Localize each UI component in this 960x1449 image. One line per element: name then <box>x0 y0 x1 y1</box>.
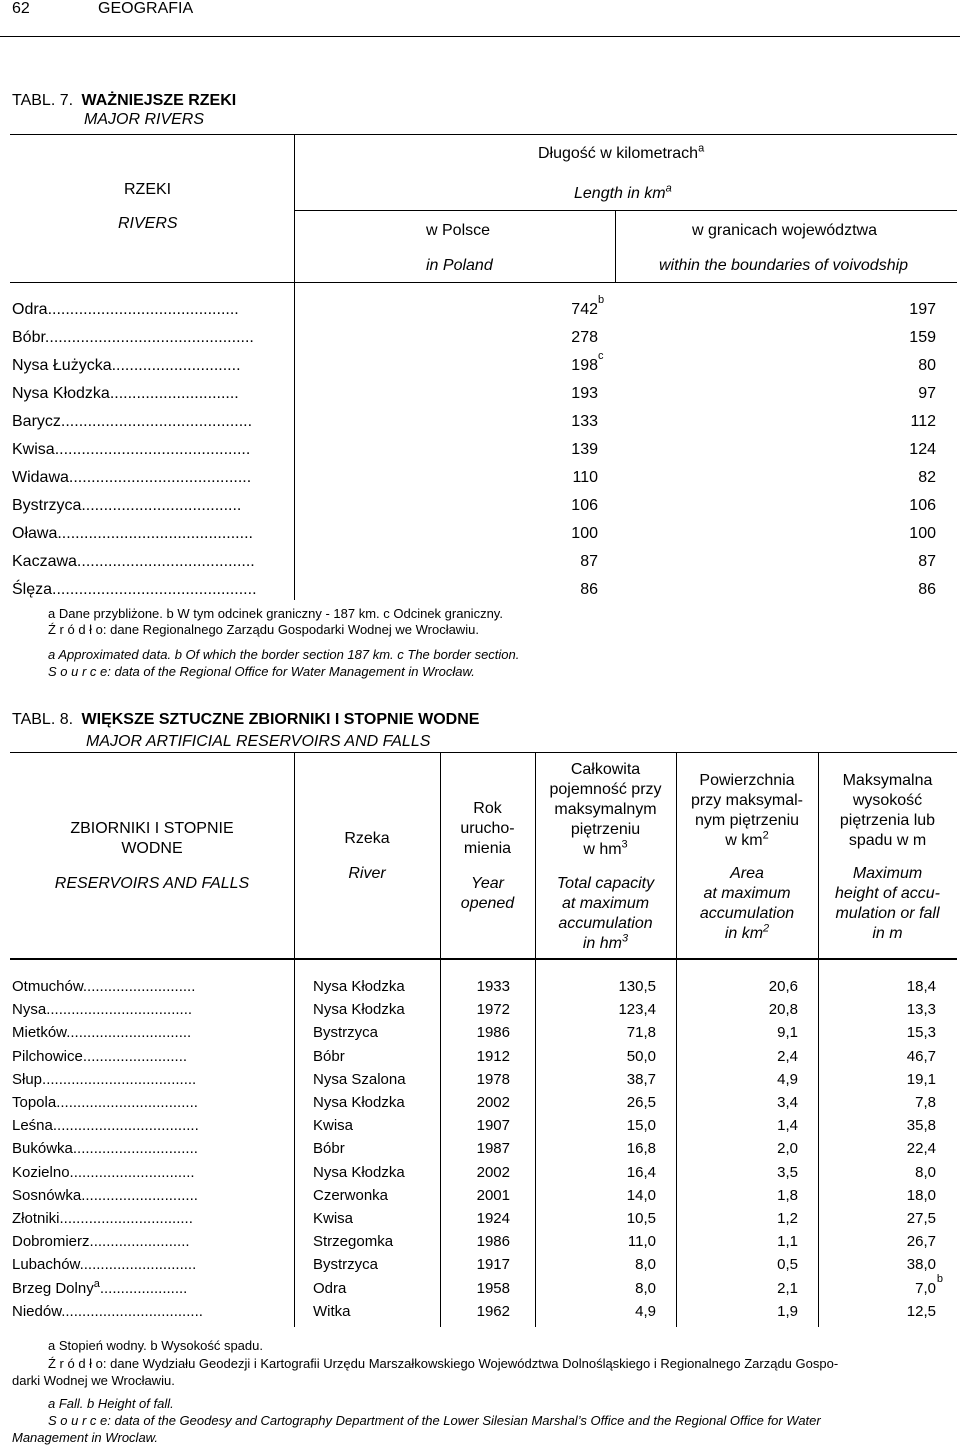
t8-row-area: 2,4 <box>777 1047 798 1065</box>
t7-row-poland: 139 <box>571 441 598 458</box>
length-header-en: Length in $km^a$ <box>574 182 672 202</box>
t8-col3-pl-1: Rok <box>473 800 502 817</box>
t8-col4-pl-3: maksymalnym <box>554 801 657 818</box>
t8-row-year: 1986 <box>476 1024 510 1042</box>
t7-row-name: Odra........................................... <box>12 301 239 318</box>
t8-col4-en-4: in $hm^3$ <box>582 932 629 952</box>
t8-col1-en: RESERVOIRS AND FALLS <box>54 875 250 892</box>
t7-row-poland: 100 <box>571 525 598 542</box>
t8-row-area: 2,1 <box>777 1279 798 1297</box>
table-8-source-pl-2: darki Wodnej we Wrocławiu. <box>12 1373 175 1388</box>
t8-row-capacity: 10,5 <box>626 1210 656 1227</box>
t8-col6-pl-4: spadu w m <box>848 832 927 849</box>
t7-row-poland: 278 <box>571 329 598 346</box>
table-7-note-en: a Approximated data. b Of which the border section 187 km. c The border section. <box>48 647 520 662</box>
t8-row-river: Strzegomka <box>313 1233 394 1251</box>
t7-row-name: Barycz........................................... <box>12 413 253 430</box>
t8-row-river: Nysa Kłodzka <box>313 1094 405 1111</box>
t8-row-name: Niedów.................................. <box>12 1302 203 1320</box>
t7-row-poland: 193 <box>571 385 598 402</box>
table-8-header-bottom-rule <box>10 958 957 960</box>
col-voiv-pl: w granicach województwa <box>692 222 877 239</box>
col-rivers-en: RIVERS <box>118 215 178 232</box>
t7-row-name: Widawa......................................... <box>12 469 252 486</box>
t8-col6-pl-2: wysokość <box>852 792 923 809</box>
t8-row-year: 1978 <box>476 1070 510 1088</box>
t8-row-capacity: 50,0 <box>626 1047 656 1065</box>
table-7-body-vrule <box>294 282 295 600</box>
t7-row-poland: 87 <box>580 553 598 570</box>
t8-col2-en: River <box>348 865 386 882</box>
t8-col4-en-1: Total capacity <box>556 875 655 892</box>
t8-row-area: 2,0 <box>777 1140 798 1158</box>
t8-row-name: Topola.................................. <box>12 1094 198 1111</box>
t8-row-height: 35,8 <box>906 1117 936 1135</box>
t8-row-height: 26,7 <box>906 1233 936 1251</box>
t8-col5-pl-1: Powierzchnia <box>699 772 795 789</box>
t8-col3-en-1: Year <box>471 875 504 892</box>
t7-row-name: Bystrzyca.................................... <box>12 497 242 514</box>
page-header <box>0 0 960 36</box>
t7-row-poland: 106 <box>571 497 598 514</box>
t8-row-year: 1917 <box>476 1256 510 1274</box>
table-7-note-pl: a Dane przybliżone. b W tym odcinek graniczny - 187 km. c Odcinek graniczny. <box>48 606 503 621</box>
t8-col1-pl-2: WODNE <box>121 840 183 857</box>
t8-col5-pl-4: w $km^2$ <box>725 829 769 849</box>
t8-row-height: 27,5 <box>906 1210 936 1227</box>
t8-row-name: Mietków.............................. <box>12 1024 192 1042</box>
table-7-source-en: S o u r c e: data of the Regional Office for Water Management in Wrocław. <box>48 664 475 679</box>
t8-row-river: Nysa Kłodzka <box>313 1163 405 1181</box>
length-header-pl: Długość w kilometrach$^a$ <box>538 142 705 162</box>
t8-col4-en-3: accumulation <box>558 915 653 932</box>
t8-row-name: Sosnówka............................ <box>12 1186 198 1204</box>
t8-row-area: 1,9 <box>777 1302 798 1320</box>
t7-row-name: Bóbr............................................... <box>12 329 254 346</box>
table-7-vrule-2 <box>615 210 616 282</box>
t7-row-voivodship: 97 <box>918 385 936 402</box>
table-7-title: TABL. 7. WAŻNIEJSZE RZEKI <box>12 92 237 109</box>
t8-row-river: Nysa Kłodzka <box>313 978 405 995</box>
t8-row-height: 7,0 b <box>915 1272 943 1297</box>
t7-row-poland: 110 <box>572 469 598 486</box>
t8-col1-pl-1: ZBIORNIKI I STOPNIE <box>70 820 234 837</box>
t8-col6-en-3: mulation or fall <box>835 905 940 922</box>
table-7-vrule-1 <box>294 134 295 282</box>
t7-row-voivodship: 124 <box>909 441 936 458</box>
t7-row-name: Kwisa............................................ <box>12 441 251 458</box>
page-number: 62 <box>12 0 30 17</box>
table-8-title: TABL. 8. WIĘKSZE SZTUCZNE ZBIORNIKI I STOPNIE WODNE <box>12 711 480 728</box>
t8-row-name: Leśna................................... <box>12 1117 199 1135</box>
t8-col6-pl-1: Maksymalna <box>842 772 933 789</box>
t8-row-capacity: 16,4 <box>626 1163 656 1181</box>
t8-body-vrule-5 <box>818 960 819 1327</box>
t8-row-name: Otmuchów........................... <box>12 978 196 995</box>
t8-col4-pl-1: Całkowita <box>570 761 641 778</box>
t8-row-area: 0,5 <box>777 1256 798 1274</box>
t8-row-height: 46,7 <box>906 1047 936 1065</box>
t8-col3-en-2: opened <box>460 895 515 912</box>
table-8-top-rule <box>10 752 957 753</box>
t8-row-river: Bóbr <box>313 1140 345 1158</box>
t8-row-height: 18,0 <box>906 1186 936 1204</box>
t8-row-capacity: 130,5 <box>618 978 656 995</box>
t8-row-height: 15,3 <box>906 1024 936 1042</box>
t8-col6-en-2: height of accu- <box>835 885 940 902</box>
t7-row-poland: 742 b <box>571 294 605 318</box>
t8-col6-pl-3: piętrzenia lub <box>839 812 936 829</box>
t8-row-name: Lubachów............................ <box>12 1256 197 1274</box>
t8-row-height: 22,4 <box>906 1140 936 1158</box>
t8-row-name: Brzeg Dolny$^a$..................... <box>12 1277 188 1297</box>
t8-row-year: 1958 <box>476 1279 510 1297</box>
t8-col5-en-3: accumulation <box>699 905 795 922</box>
t8-row-capacity: 15,0 <box>626 1117 656 1135</box>
table-8-title-pl: WIĘKSZE SZTUCZNE ZBIORNIKI I STOPNIE WODNE <box>81 711 480 728</box>
t8-row-capacity: 26,5 <box>626 1094 656 1111</box>
t8-row-year: 1986 <box>476 1233 510 1251</box>
t8-row-height: 7,8 <box>915 1094 936 1111</box>
t8-row-area: 20,6 <box>768 978 798 995</box>
t8-row-capacity: 8,0 <box>635 1256 656 1274</box>
col-rivers-pl: RZEKI <box>124 181 172 198</box>
t7-row-name: Nysa Łużycka............................. <box>12 357 241 374</box>
t8-row-capacity: 123,4 <box>618 1001 656 1019</box>
t7-row-name: Kaczawa........................................ <box>12 553 255 570</box>
t8-row-year: 1933 <box>476 978 510 995</box>
table-7-top-rule <box>10 134 957 135</box>
t8-col2-pl: Rzeka <box>344 830 390 847</box>
table-8-note-pl: a Stopień wodny. b Wysokość spadu. <box>48 1338 263 1353</box>
col-poland-en: in Poland <box>426 257 493 274</box>
t8-col3-pl-3: mienia <box>463 840 512 857</box>
t8-col5-pl-3: nym piętrzeniu <box>694 812 800 829</box>
table-8-source-pl-1: Ź r ó d ł o: dane Wydziału Geodezji i Kartografii Urzędu Marszałkowskiego Województwa Dolnośląskiego i Regionalnego Zarządu Gospo- <box>48 1356 839 1371</box>
t8-row-year: 1912 <box>476 1047 510 1065</box>
t8-row-height: 12,5 <box>906 1302 936 1320</box>
t7-row-name: Nysa Kłodzka............................. <box>12 385 239 402</box>
t8-row-name: Bukówka.............................. <box>12 1140 198 1158</box>
t8-row-capacity: 4,9 <box>635 1302 656 1320</box>
t8-row-year: 1972 <box>476 1001 510 1019</box>
t8-row-name: Dobromierz........................ <box>12 1233 190 1251</box>
t8-row-capacity: 14,0 <box>626 1186 656 1204</box>
t8-body-vrule-3 <box>535 960 536 1327</box>
t8-col5-en-4: in $km^2$ <box>724 922 770 942</box>
t8-row-capacity: 71,8 <box>626 1024 656 1042</box>
t8-row-name: Pilchowice......................... <box>12 1047 188 1065</box>
t8-row-year: 2002 <box>476 1163 510 1181</box>
t8-row-year: 1907 <box>476 1117 510 1135</box>
t8-row-area: 1,1 <box>777 1233 798 1251</box>
t8-row-height: 8,0 <box>915 1163 936 1181</box>
t7-row-voivodship: 106 <box>909 497 936 514</box>
t8-row-river: Bystrzyca <box>313 1024 379 1042</box>
t7-row-voivodship: 82 <box>918 469 936 486</box>
t7-row-voivodship: 197 <box>909 301 936 318</box>
t8-vrule-1 <box>294 752 295 959</box>
t8-row-height: 18,4 <box>906 978 936 995</box>
t8-row-river: Bóbr <box>313 1047 345 1065</box>
t8-row-river: Nysa Szalona <box>313 1070 406 1088</box>
t8-row-area: 1,4 <box>777 1117 798 1135</box>
t7-row-voivodship: 80 <box>918 357 936 374</box>
table-8-source-en-1: S o u r c e: data of the Geodesy and Cartography Department of the Lower Silesian Marshal’s Office and the Regional Office for Water <box>48 1413 821 1428</box>
t8-row-name: Złotniki................................ <box>12 1210 193 1227</box>
t8-row-river: Nysa Kłodzka <box>313 1001 405 1019</box>
t8-row-year: 2002 <box>476 1094 510 1111</box>
section-title: GEOGRAFIA <box>98 0 194 17</box>
t8-row-capacity: 8,0 <box>635 1279 656 1297</box>
t8-row-height: 13,3 <box>906 1001 936 1019</box>
t8-row-capacity: 16,8 <box>626 1140 656 1158</box>
t8-row-area: 1,8 <box>777 1186 798 1204</box>
t8-row-name: Kozielno.............................. <box>12 1163 195 1181</box>
t7-row-voivodship: 112 <box>910 413 936 430</box>
table-7-subheader-rule <box>294 210 957 211</box>
t8-col4-en-2: at maximum <box>561 895 650 912</box>
t8-col4-pl-5: w $hm^3$ <box>583 838 628 858</box>
t8-row-area: 3,5 <box>777 1163 798 1181</box>
t8-row-area: 4,9 <box>777 1070 798 1088</box>
t8-body-vrule-1 <box>294 960 295 1327</box>
t7-row-poland: 86 <box>580 581 598 598</box>
t8-body-vrule-2 <box>440 960 441 1327</box>
t8-col4-pl-2: pojemność przy <box>549 781 662 798</box>
t8-row-year: 1924 <box>476 1210 510 1227</box>
t8-row-capacity: 11,0 <box>627 1233 656 1251</box>
t7-row-voivodship: 86 <box>918 581 936 598</box>
t8-row-capacity: 38,7 <box>626 1070 656 1088</box>
t8-row-height: 38,0 <box>906 1256 936 1274</box>
table-7-source-pl: Ź r ó d ł o: dane Regionalnego Zarządu Gospodarki Wodnej we Wrocławiu. <box>48 622 479 637</box>
t8-row-area: 3,4 <box>777 1094 798 1111</box>
t8-col3-pl-2: urucho- <box>460 820 515 837</box>
table-7-title-pl: WAŻNIEJSZE RZEKI <box>81 92 237 109</box>
t7-row-voivodship: 159 <box>909 329 936 346</box>
table-8-source-en-2: Management in Wroclaw. <box>12 1430 158 1445</box>
t7-row-poland: 133 <box>571 413 598 430</box>
t7-row-voivodship: 100 <box>909 525 936 542</box>
t8-row-river: Odra <box>313 1279 347 1297</box>
t8-row-river: Kwisa <box>313 1117 354 1135</box>
t7-row-name: Oława............................................ <box>12 525 253 542</box>
t8-row-area: 1,2 <box>777 1210 798 1227</box>
t8-row-year: 2001 <box>476 1186 510 1204</box>
t8-row-river: Bystrzyca <box>313 1256 379 1274</box>
t8-row-name: Nysa................................... <box>12 1001 193 1019</box>
t8-row-area: 20,8 <box>768 1001 798 1019</box>
t7-row-poland: 198 c <box>571 350 604 374</box>
table-8-title-en: MAJOR ARTIFICIAL RESERVOIRS AND FALLS <box>86 733 431 750</box>
t7-row-voivodship: 87 <box>918 553 936 570</box>
t8-col6-en-4: in m <box>872 925 903 942</box>
t8-col6-en-1: Maximum <box>852 865 923 882</box>
table-7-title-en: MAJOR RIVERS <box>84 111 205 128</box>
t8-row-river: Czerwonka <box>313 1186 389 1204</box>
table-8-note-en: a Fall. b Height of fall. <box>48 1396 174 1411</box>
t8-col4-pl-4: piętrzeniu <box>570 821 641 838</box>
t8-col5-en-1: Area <box>730 865 764 882</box>
t8-row-river: Witka <box>313 1302 351 1320</box>
t7-row-name: Ślęza.............................................. <box>12 581 257 598</box>
header-divider <box>0 36 960 37</box>
t8-col5-en-2: at maximum <box>703 885 791 902</box>
t8-row-year: 1987 <box>476 1140 510 1158</box>
t8-row-river: Kwisa <box>313 1210 354 1227</box>
col-poland-pl: w Polsce <box>426 222 491 239</box>
table-7-header-bottom-rule <box>10 282 957 283</box>
col-voiv-en: within the boundaries of voivodship <box>659 257 909 274</box>
t8-row-height: 19,1 <box>906 1070 936 1088</box>
t8-body-vrule-4 <box>676 960 677 1327</box>
t8-row-name: Słup..................................... <box>12 1070 197 1088</box>
t8-row-area: 9,1 <box>777 1024 798 1042</box>
t8-row-year: 1962 <box>476 1302 510 1320</box>
t8-col5-pl-2: przy maksymal- <box>690 792 803 809</box>
